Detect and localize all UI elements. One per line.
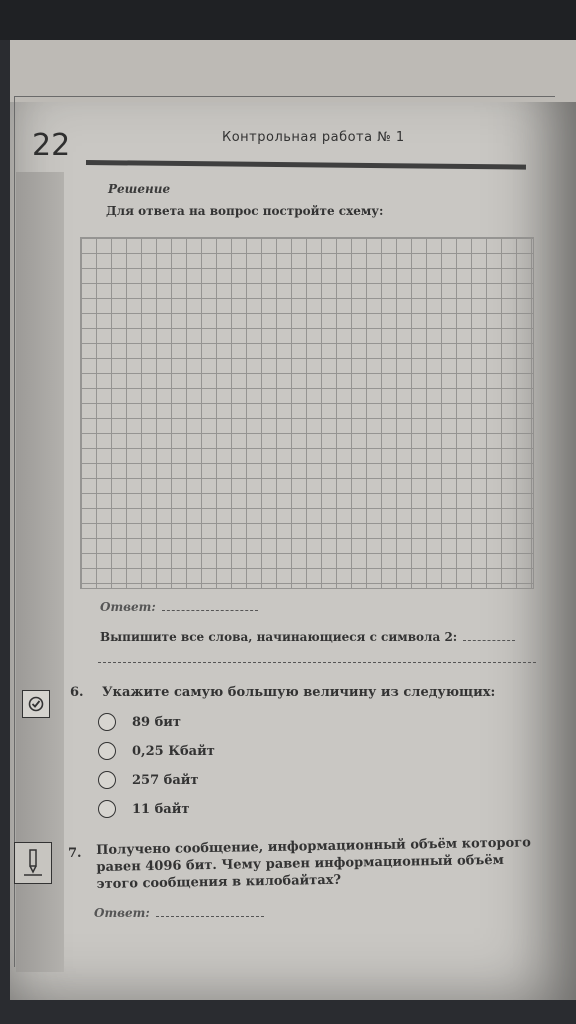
- option-1[interactable]: [98, 712, 181, 732]
- page-title: Контрольная работа № 1: [222, 130, 405, 145]
- answer-label: Ответ:: [94, 906, 150, 920]
- answer-blank[interactable]: [162, 610, 258, 611]
- radio-button[interactable]: [98, 713, 116, 731]
- answer-field-task5[interactable]: [100, 600, 258, 614]
- check-circle-icon: [22, 690, 50, 718]
- previous-page-edge: [10, 40, 576, 102]
- words-prompt: [100, 630, 515, 644]
- question-number: 7.: [68, 846, 82, 861]
- drawing-grid[interactable]: [80, 237, 534, 589]
- radio-button[interactable]: [98, 742, 116, 760]
- pencil-icon: [14, 842, 52, 884]
- option-label: 89 бит: [132, 714, 181, 730]
- question-number: 6.: [70, 685, 84, 700]
- option-4[interactable]: [98, 799, 189, 819]
- words-blank[interactable]: [463, 640, 515, 641]
- radio-button[interactable]: [98, 771, 116, 789]
- answer-line[interactable]: [98, 662, 536, 663]
- question-text: Получено сообщение, информационный объём которого равен 4096 бит. Чему равен информационный объём этого сообщения в килобайтах?: [96, 835, 531, 892]
- words-prompt-text: Выпишите все слова, начинающиеся с символа 2:: [100, 630, 458, 644]
- solution-label: Решение: [108, 182, 171, 196]
- option-label: 11 байт: [132, 801, 190, 817]
- question-text: Укажите самую большую величину из следующих:: [102, 685, 496, 700]
- page-number: 22: [32, 128, 71, 163]
- option-label: 0,25 Кбайт: [132, 743, 215, 759]
- scheme-prompt: Для ответа на вопрос постройте схему:: [106, 204, 384, 218]
- option-label: 257 байт: [132, 772, 199, 788]
- answer-field-task7[interactable]: [94, 906, 264, 920]
- background-desk: [0, 0, 576, 40]
- option-2[interactable]: [98, 741, 215, 761]
- answer-label: Ответ:: [100, 600, 156, 614]
- answer-blank[interactable]: [156, 916, 264, 917]
- radio-button[interactable]: [98, 800, 116, 818]
- option-3[interactable]: [98, 770, 198, 790]
